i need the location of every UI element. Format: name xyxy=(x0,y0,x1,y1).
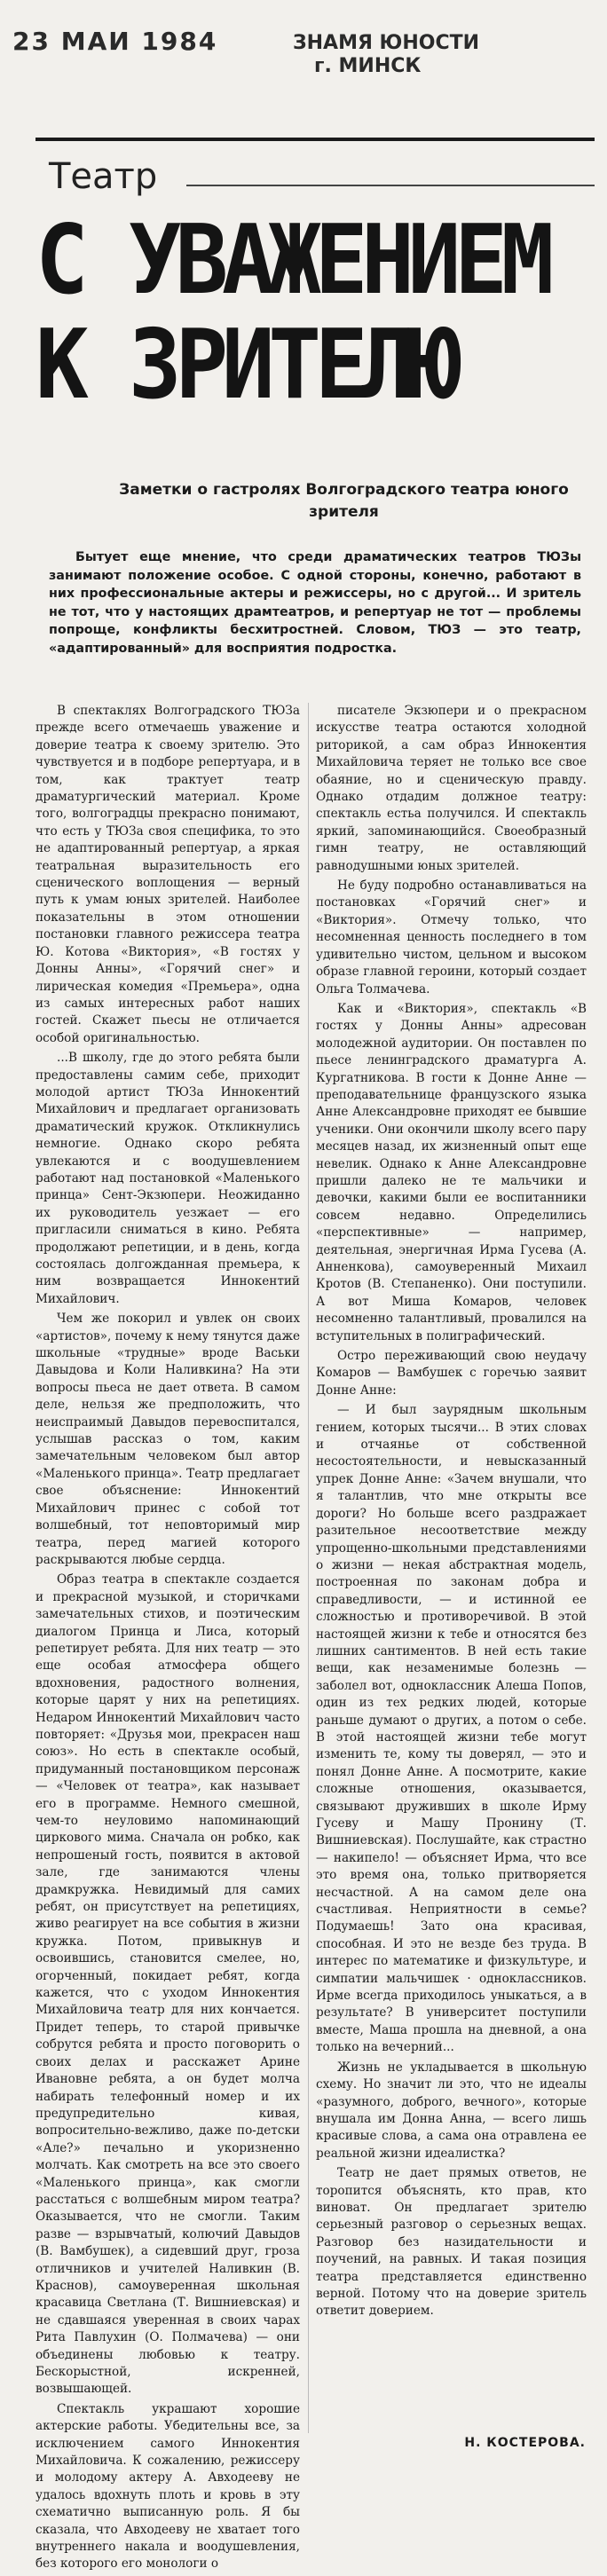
author-signature: Н. КОСТЕРОВА. xyxy=(464,2436,586,2450)
newspaper-masthead xyxy=(293,32,479,78)
paragraph: — И был заурядным школьным гением, которых тысячи... В этих словах и отчаянье от собственной несостоятельности, и невысказанный упрек Донне Анне: «Зачем внушали, что я талантлив, что мне открыты все дороги? Но больше всего раздражает разительное несоответствие между упрощенно-школьными представлениями о жизни — некая абстрактная модель, построенная по законам добра и справедливости, — и истинной ее сложностью и противоречивой. В этой настоящей жизни к тебе и относятся без лишних сантиментов. В ней есть такие вещи, как незаменимые болезнь — заболел вот, одноклассник Алеша Попов, один из тех редких людей, которые раньше думают о других, а потом о себе. В этой настоящей жизни тебе могут изменить те, кому ты доверял, — это и понял Донне Анне. А посмотрите, какие сложные отношения, оказывается, связывают друживших в школе Ирму Гусеву и Машу Пронину (Т. Вишниевская). Послушайте, как страстно — накипело! — объясняет Ирма, что все это время она, только притворяется несчастной. А на самом деле она счастливая. Неприятности в семье? Подумаешь! Зато она красивая, способная. И это не везде без труда. В интерес по математике и физкультуре, и симпатии мальчишек · одноклассников. Ирме всегда приходилось уныкаться, а в результате? В университет поступили вместе, Маша прошла на дневной, а она только на вечерний... xyxy=(316,1403,587,2055)
right-column xyxy=(316,703,587,2323)
article-lead: Бытует еще мнение, что среди драматических театров ТЮЗы занимают положение особое. С одной стороны, конечно, работают в них профессиональные актеры и режиссеры, но с другой... И зритель не тот, что у настоящих драмтеатров, и репертуар не тот — проблемы попроще, конфликты бесхитростней. Словом, ТЮЗ — это театр, «адаптированный» для восприятия подростка. xyxy=(49,550,581,656)
paragraph: писателе Экзюпери и о прекрасном искусстве театра остаются холодной риторикой, а сам образ Иннокентия Михайловича теряет не только все свое обаяние, но и сценическую правду. Однако отдадим должное театру: спектакль естьа получился. И спектакль яркий, запоминающийся. Своеобразный гимн театру, не оставляющий равнодушными юных зрителей. xyxy=(316,704,587,873)
headline-line-1: С УВАЖЕНИЕМ xyxy=(35,205,548,316)
newspaper-city: г. МИНСК xyxy=(314,55,422,77)
article-headline xyxy=(35,205,548,421)
paragraph: ...В школу, где до этого ребята были предоставлены самим себе, приходит молодой артист ТЮЗа Иннокентий Михайлович и предлагает организовать драматический кружок. Откликнулись немногие. Однако скоро ребята увлекаются и с воодушевлением работают над постановкой «Маленького принца» Сент-Экзюпери. Неожиданно их руководитель уезжает — его пригласили сниматься в кино. Ребята продолжают репетиции, и в день, когда состоялась долгожданная премьера, к ним возвращается Иннокентий Михайлович. xyxy=(35,1051,300,1306)
paragraph: Спектакль украшают хорошие актерские работы. Убедительны все, за исключением самого Иннокентия Михайловича. К сожалению, режиссеру и молодому актеру А. Авходееву не удалось вдохнуть плоть и кровь в эту схематично выписанную роль. Я бы сказала, что Авходееву не хватает того внутреннего накала и воодушевления, без которого его монологи о xyxy=(35,2401,300,2572)
paragraph: Театр не дает прямых ответов, не торопится объяснять, кто прав, кто виноват. Он предлагает зрителю серьезный разговор о серьезных вещах. Разговор без назидательности и поучений, на равных. И такая позиция театра представляется единственно верной. Потому что на доверие зритель ответит доверием. xyxy=(316,2166,587,2319)
paragraph: Жизнь не укладывается в школьную схему. Но значит ли это, что не идеалы «разумного, доброго, вечного», которые внушала им Донна Анна, — всего лишь красивые слова, а сама она отравлена ее реальной жизни идеалистка? xyxy=(316,2060,587,2161)
left-column xyxy=(35,703,300,2576)
column-divider xyxy=(308,703,309,2433)
newspaper-name: ЗНАМЯ ЮНОСТИ xyxy=(293,32,480,54)
paragraph: Образ театра в спектакле создается и прекрасной музыкой, и сторичками замечательных стихов, и поэтическим диалогом Принца и Лиса, который репетирует ребята. Для них театр — это еще особая атмосфера общего вдохновения, радостного волнения, которые царят у них на репетициях. Недаром Иннокентий Михайлович часто повторяет: «Друзья мои, прекрасен наш союз». Но есть в спектакле особый, придуманный постановщиком персонаж — «Человек от театра», как называет его в программе. Немного смешной, чем-то неуловимо напоминающий циркового мима. Сначала он робко, как непрошеный гость, появится в актовой зале, где занимаются члены драмкружка. Невидимый для самих ребят, он присутствует на репетициях, живо реагирует на все события в жизни кружка. Потом, привыкнув и освоившись, становится смелее, но, огорченный, покидает ребят, когда кажется, что с уходом Иннокентия Михайловича театр для них кончается. Придет теперь, то старой привычке собрутся ребята и просто поговорить о своих делах и расскажет Арине Ивановне ребята, а он будет молча набирать телефонный номер и их предупредительно кивая, вопросительно-вежливо, даже по-детски «Але?» печально и укоризненно молчать. Как смотреть на все это своего «Маленького принца», как смогли расстаться с волшебным миром театра? Оказывается, что не смогли. Таким разве — взрывчатый, колючий Давыдов (В. Вамбушек), а сидевший друг, гроза отличников и учителей Наливкин (В. Краснов), самоуверенная школьная красавица Светлана (Т. Вишниевская) и не сдавшаяся уверенная в своих чарах Рита Павлухин (О. Полмачева) — они объединены любовью к театру. Бескорыстной, искренней, возвышающей. xyxy=(35,1572,300,2397)
section-rubric: Театр xyxy=(49,156,158,197)
paragraph: Чем же покорил и увлек он своих «артистов», почему к нему тянутся даже школьные «трудные» вроде Васьки Давыдова и Коли Наливкина? На эти вопросы пьеса не дает ответа. В самом деле, нельзя же предположить, что неиспраимый Давыдов перевоспитался, услышав рассказ о том, каким замечательным человеком был автор «Маленького принца». Театр предлагает свое объяснение: Иннокентий Михайлович принес с собой тот волшебный, тот неповторимый мир театра, перед магией которого раскрываются любые сердца. xyxy=(35,1312,300,1567)
top-rule xyxy=(35,138,595,141)
headline-line-2: К ЗРИТЕЛЮ xyxy=(35,310,455,421)
paragraph: В спектаклях Волгоградского ТЮЗа прежде всего отмечаешь уважение и доверие театра к своему зрителю. Это чувствуется и в подборе репертуара, и в том, как трактует театр драматургический материал. Кроме того, волгоградцы прекрасно понимают, что есть у ТЮЗа своя специфика, то это не адаптированный репертуар, а яркая театральная выразительность его сценического воплощения — верный путь к умам юных зрителей. Наиболее показательны в этом отношении постановки главного режиссера театра Ю. Котова «Виктория», «В гостях у Донны Анны», «Горячий снег» и лирическая комедия «Премьера», одна из самых интересных работ наших гостей. Скажет пьесы не отличается особой оригинальностью. xyxy=(35,704,300,1045)
paragraph: Не буду подробно останавливаться на постановках «Горячий снег» и «Виктория». Отмечу только, что несомненная ценность последнего в том удивительно чистом, цельном и высоком образе главной героини, который создает Ольга Толмачева. xyxy=(316,878,587,997)
rubric-rule xyxy=(186,185,595,186)
clipping-date: 23 МАИ 1984 xyxy=(12,27,218,56)
paragraph: Остро переживающий свою неудачу Комаров — Вамбушек с горечью заявит Донне Анне: xyxy=(316,1349,587,1398)
paragraph: Как и «Виктория», спектакль «В гостях у Донны Анны» адресован молодежной аудитории. Он поставлен по пьесе ленинградского драматурга А. Кургатникова. В гости к Донне Анне — преподавательнице французского языка Анне Александровне приходят ее бывшие ученики. Они окончили школу всего пару месяцев назад, их жизненный опыт еще невелик. Однако к Анне Александровне пришли далеко не те мальчики и девочки, какими были ее воспитанники совсем недавно. Определились «перспективные» — например, деятельная, энергичная Ирма Гусева (А. Анненкова), самоуверенный Михаил Кротов (В. Степаненко). Они поступили. А вот Миша Комаров, человек несомненно талантливый, провалился на вступительных в полиграфический. xyxy=(316,1001,587,1343)
article-subheading: Заметки о гастролях Волгоградского театра юного зрителя xyxy=(119,481,569,521)
